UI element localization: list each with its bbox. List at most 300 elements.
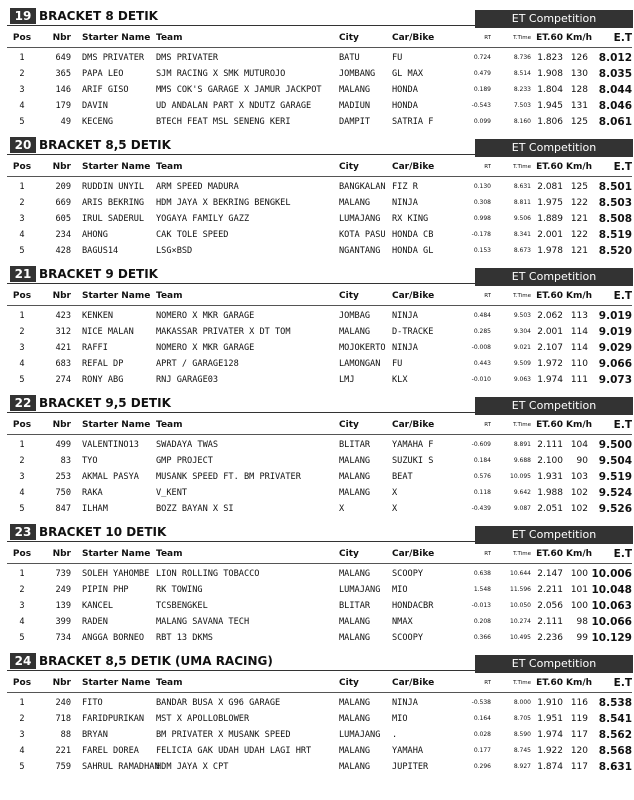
cell-team: NOMERO X MKR GARAGE	[156, 343, 255, 353]
cell-ttime: 8.631	[513, 183, 531, 190]
cell-team: MMS COK'S GARAGE X JAMUR JACKPOT	[156, 85, 322, 95]
cell-kmh: 130	[570, 69, 588, 79]
cell-team: BTECH FEAT MSL SENENG KERI	[156, 117, 291, 127]
cell-ttime: 10.274	[510, 618, 531, 625]
table-row	[7, 695, 632, 711]
cell-rt: 0.028	[473, 731, 491, 738]
cell-ttime: 8.341	[513, 231, 531, 238]
cell-ttime: 9.087	[513, 505, 531, 512]
cell-team: RBT 13 DKMS	[156, 633, 213, 643]
section-number: 20	[10, 137, 36, 153]
cell-kmh: 104	[570, 440, 588, 450]
cell-rt: 0.308	[473, 199, 491, 206]
cell-et: 10.066	[591, 616, 632, 628]
cell-et60: 2.056	[537, 601, 563, 611]
column-header-nbr: Nbr	[52, 291, 71, 301]
cell-car: SCOOPY	[392, 569, 424, 579]
results-document	[7, 7, 632, 781]
column-header-kmh: Km/h	[566, 420, 593, 430]
column-header-team: Team	[156, 420, 183, 430]
cell-nbr: 253	[55, 472, 71, 482]
cell-car: MIO	[392, 714, 408, 724]
cell-kmh: 119	[570, 714, 588, 724]
cell-pos: 2	[19, 69, 25, 79]
cell-team: LSG×BSD	[156, 246, 193, 256]
cell-ttime: 7.503	[513, 102, 531, 109]
cell-et: 8.046	[598, 100, 632, 112]
cell-et60: 2.236	[537, 633, 563, 643]
cell-rt: 0.296	[473, 763, 491, 770]
cell-nbr: 274	[55, 375, 71, 385]
cell-pos: 3	[19, 601, 25, 611]
cell-pos: 4	[19, 488, 25, 498]
et-competition-label: ET Competition	[475, 526, 633, 544]
cell-kmh: 98	[576, 617, 588, 627]
column-header-kmh: Km/h	[566, 33, 593, 43]
section-number: 24	[10, 653, 36, 669]
cell-nbr: 88	[60, 730, 71, 740]
column-header-starter: Starter Name	[82, 33, 151, 43]
cell-team: SJM RACING X SMK MUTUROJO	[156, 69, 286, 79]
column-header-car: Car/Bike	[392, 420, 435, 430]
table-row	[7, 743, 632, 759]
cell-ttime: 9.509	[513, 360, 531, 367]
cell-nbr: 179	[55, 101, 71, 111]
cell-car: YAMAHA F	[392, 440, 434, 450]
column-header-et: E.T	[613, 290, 632, 302]
cell-city: MOJOKERTO	[339, 343, 386, 353]
cell-nbr: 847	[55, 504, 71, 514]
column-header-et60: ET.60	[536, 420, 563, 430]
cell-et: 9.524	[598, 487, 632, 499]
cell-pos: 3	[19, 730, 25, 740]
column-header-ttime: T.Time	[513, 293, 531, 299]
bracket-section	[7, 523, 632, 652]
section-number: 21	[10, 266, 36, 282]
cell-ttime: 8.160	[513, 118, 531, 125]
cell-et: 8.501	[598, 181, 632, 193]
cell-pos: 1	[19, 182, 25, 192]
column-header-team: Team	[156, 291, 183, 301]
cell-starter: KANCEL	[82, 601, 114, 611]
cell-et: 9.019	[598, 326, 632, 338]
cell-ttime: 11.596	[510, 586, 531, 593]
cell-starter: RADEN	[82, 617, 108, 627]
cell-et: 8.541	[598, 713, 632, 725]
table-row	[7, 711, 632, 727]
cell-team: GMP PROJECT	[156, 456, 213, 466]
cell-nbr: 605	[55, 214, 71, 224]
cell-pos: 5	[19, 375, 25, 385]
cell-nbr: 499	[55, 440, 71, 450]
cell-team: MAKASSAR PRIVATER X DT TOM	[156, 327, 291, 337]
cell-pos: 3	[19, 343, 25, 353]
column-header-kmh: Km/h	[566, 549, 593, 559]
cell-team: DMS PRIVATER	[156, 53, 219, 63]
cell-pos: 3	[19, 472, 25, 482]
cell-et: 9.504	[598, 455, 632, 467]
cell-pos: 5	[19, 504, 25, 514]
cell-rt: 0.724	[473, 54, 491, 61]
cell-starter: PIPIN PHP	[82, 585, 129, 595]
cell-starter: ARIS BEKRING	[82, 198, 145, 208]
table-row	[7, 630, 632, 646]
cell-rt: 0.177	[473, 747, 491, 754]
column-header-starter: Starter Name	[82, 420, 151, 430]
cell-team: UD ANDALAN PART X NDUTZ GARAGE	[156, 101, 312, 111]
cell-pos: 4	[19, 746, 25, 756]
cell-team: NOMERO X MKR GARAGE	[156, 311, 255, 321]
cell-car: FIZ R	[392, 182, 418, 192]
cell-kmh: 100	[570, 601, 588, 611]
cell-kmh: 114	[570, 327, 588, 337]
cell-pos: 2	[19, 714, 25, 724]
cell-et60: 1.931	[537, 472, 563, 482]
cell-kmh: 113	[570, 311, 588, 321]
cell-ttime: 10.644	[510, 570, 531, 577]
cell-starter: KECENG	[82, 117, 114, 127]
bracket-section	[7, 652, 632, 781]
cell-et60: 1.823	[537, 53, 563, 63]
cell-nbr: 234	[55, 230, 71, 240]
section-number: 22	[10, 395, 36, 411]
cell-team: ARM SPEED MADURA	[156, 182, 239, 192]
column-header-car: Car/Bike	[392, 33, 435, 43]
cell-et: 8.568	[598, 745, 632, 757]
cell-ttime: 8.673	[513, 247, 531, 254]
table-row	[7, 566, 632, 582]
cell-et60: 1.804	[537, 85, 563, 95]
cell-nbr: 649	[55, 53, 71, 63]
cell-kmh: 125	[570, 182, 588, 192]
cell-car: HONDA CB	[392, 230, 434, 240]
cell-car: NINJA	[392, 198, 418, 208]
cell-rt: -0.008	[471, 344, 491, 351]
cell-et60: 1.951	[537, 714, 563, 724]
column-header-rt: RT	[484, 680, 491, 686]
table-row	[7, 179, 632, 195]
cell-ttime: 8.745	[513, 747, 531, 754]
cell-kmh: 128	[570, 85, 588, 95]
cell-starter: REFAL DP	[82, 359, 124, 369]
cell-car: X	[392, 488, 398, 498]
column-header-row	[7, 674, 632, 693]
cell-starter: BAGUS14	[82, 246, 119, 256]
cell-starter: PAPA LEO	[82, 69, 124, 79]
cell-car: HONDACBR	[392, 601, 434, 611]
section-header	[7, 136, 632, 155]
cell-et60: 1.945	[537, 101, 563, 111]
cell-nbr: 83	[60, 456, 71, 466]
cell-rt: 0.443	[473, 360, 491, 367]
cell-rt: 0.189	[473, 86, 491, 93]
cell-starter: RUDDIN UNYIL	[82, 182, 145, 192]
cell-kmh: 116	[570, 698, 588, 708]
cell-city: DAMPIT	[339, 117, 371, 127]
cell-team: MALANG SAVANA TECH	[156, 617, 250, 627]
cell-et: 10.006	[591, 568, 632, 580]
table-row	[7, 211, 632, 227]
cell-kmh: 121	[570, 246, 588, 256]
cell-pos: 4	[19, 617, 25, 627]
table-row	[7, 227, 632, 243]
cell-et60: 2.051	[537, 504, 563, 514]
cell-city: BATU	[339, 53, 360, 63]
cell-starter: NICE MALAN	[82, 327, 134, 337]
table-row	[7, 66, 632, 82]
cell-ttime: 8.705	[513, 715, 531, 722]
cell-pos: 5	[19, 117, 25, 127]
cell-ttime: 8.927	[513, 763, 531, 770]
cell-team: CAK TOLE SPEED	[156, 230, 229, 240]
table-row	[7, 98, 632, 114]
cell-nbr: 399	[55, 617, 71, 627]
cell-et: 8.508	[598, 213, 632, 225]
table-row	[7, 453, 632, 469]
cell-ttime: 9.642	[513, 489, 531, 496]
cell-starter: FAREL DOREA	[82, 746, 139, 756]
cell-et60: 2.062	[537, 311, 563, 321]
cell-car: MIO	[392, 585, 408, 595]
cell-pos: 4	[19, 359, 25, 369]
column-header-pos: Pos	[12, 549, 32, 559]
column-header-kmh: Km/h	[566, 291, 593, 301]
cell-rt: -0.178	[471, 231, 491, 238]
column-header-row	[7, 29, 632, 48]
cell-kmh: 120	[570, 746, 588, 756]
cell-ttime: 9.503	[513, 312, 531, 319]
cell-ttime: 8.590	[513, 731, 531, 738]
cell-et: 8.538	[598, 697, 632, 709]
column-header-et: E.T	[613, 548, 632, 560]
table-row	[7, 614, 632, 630]
bracket-section	[7, 136, 632, 265]
table-row	[7, 437, 632, 453]
cell-kmh: 102	[570, 504, 588, 514]
column-header-car: Car/Bike	[392, 291, 435, 301]
column-header-et: E.T	[613, 161, 632, 173]
cell-team: TCSBENGKEL	[156, 601, 208, 611]
column-header-nbr: Nbr	[52, 678, 71, 688]
cell-car: YAMAHA	[392, 746, 424, 756]
cell-team: FELICIA GAK UDAH UDAH LAGI HRT	[156, 746, 312, 756]
cell-nbr: 739	[55, 569, 71, 579]
cell-et60: 2.147	[537, 569, 563, 579]
cell-city: BLITAR	[339, 440, 371, 450]
cell-pos: 2	[19, 456, 25, 466]
cell-car: HONDA	[392, 101, 418, 111]
cell-starter: KENKEN	[82, 311, 114, 321]
cell-city: LUMAJANG	[339, 214, 381, 224]
cell-pos: 3	[19, 214, 25, 224]
cell-team: BM PRIVATER X MUSANK SPEED	[156, 730, 291, 740]
cell-et: 8.044	[598, 84, 632, 96]
cell-car: NMAX	[392, 617, 413, 627]
cell-starter: TYO	[82, 456, 98, 466]
cell-nbr: 139	[55, 601, 71, 611]
cell-nbr: 759	[55, 762, 71, 772]
cell-rt: 0.118	[473, 489, 491, 496]
cell-pos: 1	[19, 53, 25, 63]
section-number: 23	[10, 524, 36, 540]
cell-starter: ARIF GISO	[82, 85, 129, 95]
column-header-pos: Pos	[12, 33, 32, 43]
cell-pos: 1	[19, 569, 25, 579]
cell-nbr: 683	[55, 359, 71, 369]
cell-starter: DAVIN	[82, 101, 108, 111]
cell-et: 8.520	[598, 245, 632, 257]
section-title: BRACKET 9 DETIK	[39, 267, 158, 281]
cell-kmh: 110	[570, 359, 588, 369]
cell-starter: VALENTINO13	[82, 440, 139, 450]
cell-city: LUMAJANG	[339, 730, 381, 740]
cell-city: KOTA PASU	[339, 230, 386, 240]
column-header-pos: Pos	[12, 162, 32, 172]
table-row	[7, 727, 632, 743]
column-header-city: City	[339, 291, 359, 301]
et-competition-label: ET Competition	[475, 139, 633, 157]
cell-et60: 2.081	[537, 182, 563, 192]
cell-et60: 1.874	[537, 762, 563, 772]
cell-pos: 4	[19, 230, 25, 240]
et-competition-label: ET Competition	[475, 397, 633, 415]
section-header	[7, 7, 632, 26]
cell-et: 8.503	[598, 197, 632, 209]
cell-nbr: 365	[55, 69, 71, 79]
cell-car: NINJA	[392, 311, 418, 321]
cell-team: RNJ GARAGE03	[156, 375, 219, 385]
table-row	[7, 501, 632, 517]
cell-et60: 2.001	[537, 327, 563, 337]
cell-city: MALANG	[339, 617, 371, 627]
column-header-et60: ET.60	[536, 162, 563, 172]
cell-city: MALANG	[339, 698, 371, 708]
section-header	[7, 265, 632, 284]
cell-team: V_KENT	[156, 488, 188, 498]
cell-nbr: 750	[55, 488, 71, 498]
cell-team: BOZZ BAYAN X SI	[156, 504, 234, 514]
table-row	[7, 356, 632, 372]
column-header-et: E.T	[613, 32, 632, 44]
cell-car: BEAT	[392, 472, 413, 482]
cell-pos: 1	[19, 440, 25, 450]
cell-starter: AKMAL PASYA	[82, 472, 139, 482]
table-row	[7, 114, 632, 130]
cell-et60: 2.100	[537, 456, 563, 466]
cell-ttime: 10.495	[510, 634, 531, 641]
cell-rt: 0.184	[473, 457, 491, 464]
cell-team: APRT / GARAGE128	[156, 359, 239, 369]
cell-pos: 1	[19, 698, 25, 708]
cell-city: NGANTANG	[339, 246, 381, 256]
column-header-starter: Starter Name	[82, 162, 151, 172]
cell-ttime: 9.304	[513, 328, 531, 335]
cell-rt: -0.439	[471, 505, 491, 512]
cell-city: MALANG	[339, 327, 371, 337]
cell-starter: BRYAN	[82, 730, 108, 740]
cell-car: SCOOPY	[392, 633, 424, 643]
cell-et60: 1.889	[537, 214, 563, 224]
cell-ttime: 8.811	[513, 199, 531, 206]
cell-team: HDM JAYA X BEKRING BENGKEL	[156, 198, 291, 208]
cell-ttime: 8.514	[513, 70, 531, 77]
cell-car: FU	[392, 53, 403, 63]
column-header-team: Team	[156, 162, 183, 172]
column-header-nbr: Nbr	[52, 549, 71, 559]
column-header-city: City	[339, 162, 359, 172]
column-header-nbr: Nbr	[52, 162, 71, 172]
cell-et60: 2.211	[537, 585, 563, 595]
cell-et60: 2.107	[537, 343, 563, 353]
cell-car: SUZUKI S	[392, 456, 434, 466]
cell-nbr: 421	[55, 343, 71, 353]
table-row	[7, 598, 632, 614]
cell-ttime: 9.506	[513, 215, 531, 222]
et-competition-label: ET Competition	[475, 268, 633, 286]
column-header-car: Car/Bike	[392, 678, 435, 688]
cell-city: MALANG	[339, 85, 371, 95]
column-header-row	[7, 545, 632, 564]
cell-team: SWADAYA TWAS	[156, 440, 219, 450]
cell-et: 8.519	[598, 229, 632, 241]
cell-ttime: 10.050	[510, 602, 531, 609]
table-row	[7, 195, 632, 211]
column-header-rt: RT	[484, 164, 491, 170]
cell-car: SATRIA F	[392, 117, 434, 127]
et-competition-label: ET Competition	[475, 655, 633, 673]
section-number: 19	[10, 8, 36, 24]
table-row	[7, 82, 632, 98]
cell-et: 10.129	[591, 632, 632, 644]
cell-et: 9.073	[598, 374, 632, 386]
cell-rt: 0.366	[473, 634, 491, 641]
cell-city: MALANG	[339, 569, 371, 579]
cell-et: 9.066	[598, 358, 632, 370]
column-header-et60: ET.60	[536, 549, 563, 559]
section-header	[7, 652, 632, 671]
cell-et: 9.500	[598, 439, 632, 451]
cell-city: LUMAJANG	[339, 585, 381, 595]
cell-nbr: 669	[55, 198, 71, 208]
cell-car: NINJA	[392, 343, 418, 353]
column-header-row	[7, 158, 632, 177]
cell-ttime: 8.736	[513, 54, 531, 61]
cell-starter: DMS PRIVATER	[82, 53, 145, 63]
cell-city: MALANG	[339, 198, 371, 208]
cell-et: 10.063	[591, 600, 632, 612]
et-competition-label: ET Competition	[475, 10, 633, 28]
column-header-pos: Pos	[12, 420, 32, 430]
cell-rt: 1.548	[473, 586, 491, 593]
cell-starter: ILHAM	[82, 504, 108, 514]
cell-kmh: 114	[570, 343, 588, 353]
column-header-city: City	[339, 549, 359, 559]
table-row	[7, 340, 632, 356]
cell-nbr: 240	[55, 698, 71, 708]
cell-et: 8.061	[598, 116, 632, 128]
cell-city: MALANG	[339, 488, 371, 498]
cell-team: MUSANK SPEED FT. BM PRIVATER	[156, 472, 301, 482]
column-header-et60: ET.60	[536, 678, 563, 688]
cell-city: BLITAR	[339, 601, 371, 611]
cell-ttime: 8.233	[513, 86, 531, 93]
cell-starter: FARIDPURIKAN	[82, 714, 145, 724]
cell-rt: -0.010	[471, 376, 491, 383]
cell-pos: 4	[19, 101, 25, 111]
cell-city: MALANG	[339, 456, 371, 466]
cell-city: MADIUN	[339, 101, 371, 111]
cell-kmh: 90	[576, 456, 588, 466]
